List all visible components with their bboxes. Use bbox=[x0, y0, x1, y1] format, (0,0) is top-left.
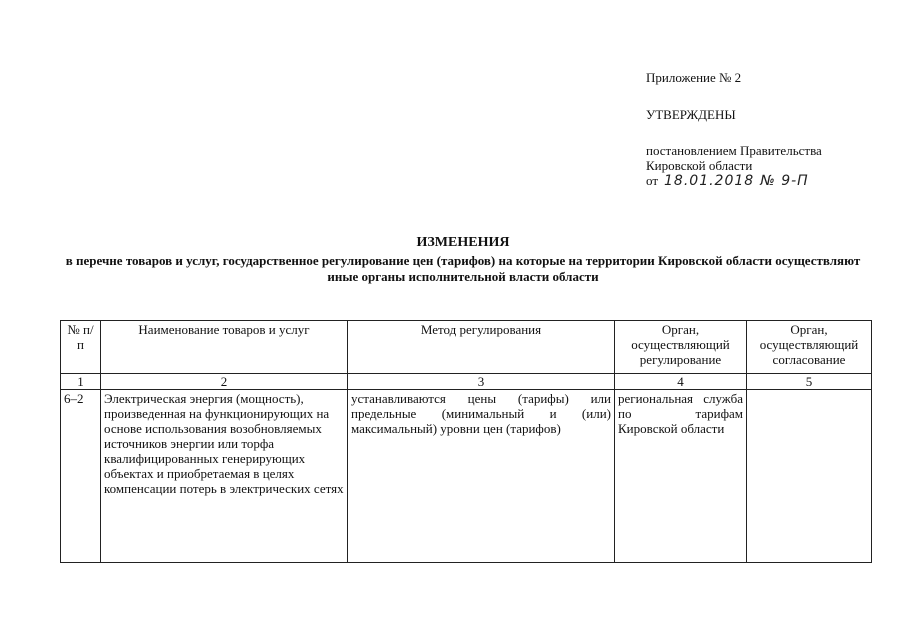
header-coordinator: Орган, осуществляющий согласование bbox=[747, 321, 872, 374]
column-number: 3 bbox=[348, 374, 615, 390]
column-number: 5 bbox=[747, 374, 872, 390]
header-regulator: Орган, осуществляющий регулирование bbox=[615, 321, 747, 374]
column-number: 1 bbox=[61, 374, 101, 390]
row-item-name: Электрическая энергия (мощность), произведенная на функционирующих на основе использования возобновляемых источников энергии или торфа квалифицированных генерирующих объектах и приобретаемая в целях компенсации потерь в электрических сетях bbox=[101, 390, 348, 563]
table-column-numbers-row bbox=[61, 374, 872, 390]
row-regulator: региональная служба по тарифам Кировской области bbox=[615, 390, 747, 563]
row-regulation-method: устанавливаются цены (тарифы) или предельные (минимальный и (или) максимальный) уровни цен (тарифов) bbox=[348, 390, 615, 563]
handwritten-number: № 9-П bbox=[760, 173, 809, 189]
column-number: 2 bbox=[101, 374, 348, 390]
header-method: Метод регулирования bbox=[348, 321, 615, 374]
column-number: 4 bbox=[615, 374, 747, 390]
handwritten-date: 18.01.2018 bbox=[664, 173, 755, 189]
decree-date-line bbox=[646, 173, 896, 189]
header-name: Наименование товаров и услуг bbox=[101, 321, 348, 374]
row-number: 6–2 bbox=[61, 390, 101, 563]
table-header-row bbox=[61, 321, 872, 374]
decree-line-1: постановлением Правительства bbox=[646, 143, 822, 158]
date-prefix: от bbox=[646, 173, 659, 188]
table-row bbox=[61, 390, 872, 563]
approved-label: УТВЕРЖДЕНЫ bbox=[646, 107, 736, 122]
header-number: № п/п bbox=[61, 321, 101, 374]
approval-block bbox=[646, 70, 896, 189]
row-coordinator bbox=[747, 390, 872, 563]
decree-line-2: Кировской области bbox=[646, 158, 753, 173]
changes-table bbox=[60, 320, 872, 563]
document-title: ИЗМЕНЕНИЯ bbox=[416, 235, 510, 250]
appendix-label: Приложение № 2 bbox=[646, 70, 742, 85]
document-subtitle: в перечне товаров и услуг, государственное регулирование цен (тарифов) на которые на территории Кировской области осуществляют иные органы исполнительной власти области bbox=[65, 253, 861, 284]
document-title-block bbox=[60, 235, 866, 285]
